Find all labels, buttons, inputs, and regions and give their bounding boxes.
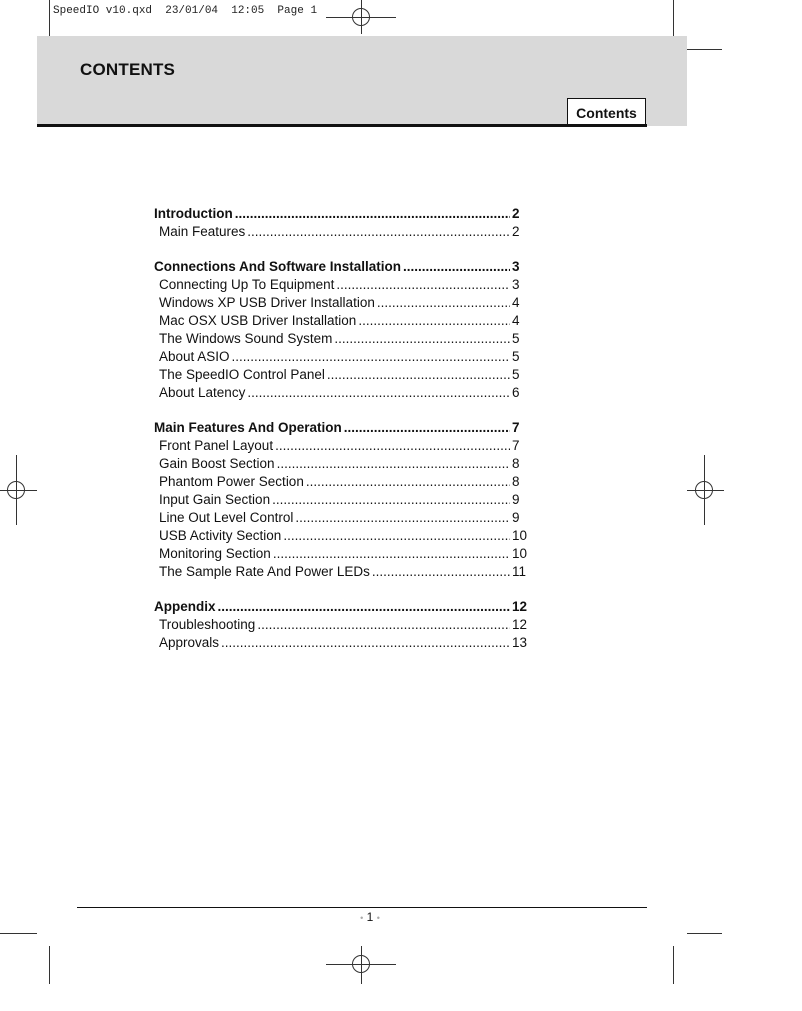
toc-entry-title: About ASIO <box>159 349 230 364</box>
toc-entry-page: 4 <box>512 295 520 310</box>
toc-entry-title: About Latency <box>159 385 246 400</box>
section-tab: Contents <box>567 98 646 126</box>
dot-leader <box>327 366 510 384</box>
dot-leader <box>247 223 510 241</box>
toc-entry[interactable] <box>154 545 534 563</box>
toc-entry-page: 3 <box>512 259 520 274</box>
toc-section-heading[interactable] <box>154 419 534 437</box>
toc-entry[interactable] <box>154 634 534 652</box>
toc-entry-title: The Sample Rate And Power LEDs <box>159 564 370 579</box>
crop-mark-top-right-h <box>687 49 722 50</box>
crop-mark-top-left <box>49 0 50 36</box>
toc-entry-title: Windows XP USB Driver Installation <box>159 295 375 310</box>
toc-entry-title: Front Panel Layout <box>159 438 274 453</box>
crop-mark-bottom-right <box>673 946 674 984</box>
dot-leader <box>336 276 510 294</box>
dot-leader <box>277 455 510 473</box>
toc-entry-title: The SpeedIO Control Panel <box>159 367 325 382</box>
toc-entry[interactable] <box>154 473 534 491</box>
toc-entry-page: 12 <box>512 617 528 632</box>
dot-leader <box>275 437 510 455</box>
toc-entry[interactable] <box>154 348 534 366</box>
toc-entry-page: 8 <box>512 456 520 471</box>
toc-entry[interactable] <box>154 276 534 294</box>
toc-entry-title: Line Out Level Control <box>159 510 294 525</box>
toc-entry-title: Monitoring Section <box>159 546 271 561</box>
registration-mark-top-icon <box>352 8 370 26</box>
toc-entry-page: 5 <box>512 367 520 382</box>
dot-leader <box>257 616 510 634</box>
toc-section <box>154 419 534 581</box>
toc-entry-title: Approvals <box>159 635 220 650</box>
toc-entry-title: Troubleshooting <box>159 617 256 632</box>
toc-entry[interactable] <box>154 437 534 455</box>
dot-leader <box>272 491 510 509</box>
dot-leader <box>372 563 510 581</box>
dot-leader <box>218 598 510 616</box>
table-of-contents <box>154 205 534 669</box>
dot-leader <box>273 545 510 563</box>
page-title: CONTENTS <box>80 60 176 79</box>
toc-entry-title: Input Gain Section <box>159 492 271 507</box>
toc-section-heading[interactable] <box>154 258 534 276</box>
header-rule <box>37 124 647 127</box>
toc-entry-page: 4 <box>512 313 520 328</box>
dot-leader <box>283 527 510 545</box>
dot-leader <box>358 312 510 330</box>
toc-entry[interactable] <box>154 563 534 581</box>
toc-entry-title: The Windows Sound System <box>159 331 333 346</box>
toc-section-heading[interactable] <box>154 205 534 223</box>
toc-entry-page: 2 <box>512 224 520 239</box>
toc-entry-page: 9 <box>512 492 520 507</box>
dot-leader <box>377 294 510 312</box>
toc-entry[interactable] <box>154 455 534 473</box>
toc-entry-page: 5 <box>512 331 520 346</box>
toc-entry[interactable] <box>154 384 534 402</box>
dot-leader <box>306 473 510 491</box>
dot-leader <box>295 509 510 527</box>
toc-entry-title: Main Features And Operation <box>154 420 342 435</box>
folio-bullet-left: • <box>360 913 364 923</box>
registration-mark-bottom-icon <box>352 955 370 973</box>
folio-bullet-right: • <box>376 913 380 923</box>
dot-leader <box>221 634 510 652</box>
toc-entry-title: Gain Boost Section <box>159 456 275 471</box>
dot-leader <box>334 330 510 348</box>
toc-section-heading[interactable] <box>154 598 534 616</box>
page-number <box>340 910 400 924</box>
toc-entry-page: 3 <box>512 277 520 292</box>
toc-entry-page: 12 <box>512 599 528 614</box>
crop-mark-bottom-right-h <box>687 933 722 934</box>
toc-entry-page: 8 <box>512 474 520 489</box>
toc-entry-page: 13 <box>512 635 528 650</box>
toc-entry-page: 2 <box>512 206 520 221</box>
dot-leader <box>235 205 510 223</box>
dot-leader <box>344 419 510 437</box>
toc-entry[interactable] <box>154 330 534 348</box>
crop-mark-top-right <box>673 0 674 36</box>
dot-leader <box>403 258 510 276</box>
toc-entry-page: 10 <box>512 546 528 561</box>
toc-entry-title: Appendix <box>154 599 216 614</box>
registration-mark-left-icon <box>7 481 25 499</box>
toc-section <box>154 258 534 402</box>
toc-entry[interactable] <box>154 491 534 509</box>
toc-entry[interactable] <box>154 294 534 312</box>
footer-rule <box>77 907 647 908</box>
toc-entry-page: 9 <box>512 510 520 525</box>
toc-section <box>154 598 534 652</box>
toc-entry-title: Introduction <box>154 206 233 221</box>
dot-leader <box>247 384 510 402</box>
crop-mark-bottom-left <box>49 946 50 984</box>
toc-entry-page: 7 <box>512 420 520 435</box>
toc-entry[interactable] <box>154 527 534 545</box>
page-number-value: 1 <box>366 910 374 924</box>
registration-mark-right-icon <box>695 481 713 499</box>
toc-entry-page: 10 <box>512 528 528 543</box>
toc-entry-title: USB Activity Section <box>159 528 282 543</box>
toc-entry-title: Mac OSX USB Driver Installation <box>159 313 357 328</box>
toc-entry-page: 7 <box>512 438 520 453</box>
toc-entry[interactable] <box>154 509 534 527</box>
toc-entry-page: 11 <box>512 564 527 579</box>
toc-entry-title: Connecting Up To Equipment <box>159 277 335 292</box>
toc-entry[interactable] <box>154 223 534 241</box>
toc-entry-title: Phantom Power Section <box>159 474 304 489</box>
toc-entry-title: Main Features <box>159 224 246 239</box>
crop-mark-bottom-left-h <box>0 933 37 934</box>
toc-entry[interactable] <box>154 312 534 330</box>
toc-section <box>154 205 534 241</box>
toc-entry-title: Connections And Software Installation <box>154 259 402 274</box>
toc-entry-page: 6 <box>512 385 520 400</box>
toc-entry[interactable] <box>154 366 534 384</box>
toc-entry[interactable] <box>154 616 534 634</box>
printer-slug: SpeedIO v10.qxd 23/01/04 12:05 Page 1 <box>53 5 318 17</box>
dot-leader <box>232 348 510 366</box>
toc-entry-page: 5 <box>512 349 520 364</box>
